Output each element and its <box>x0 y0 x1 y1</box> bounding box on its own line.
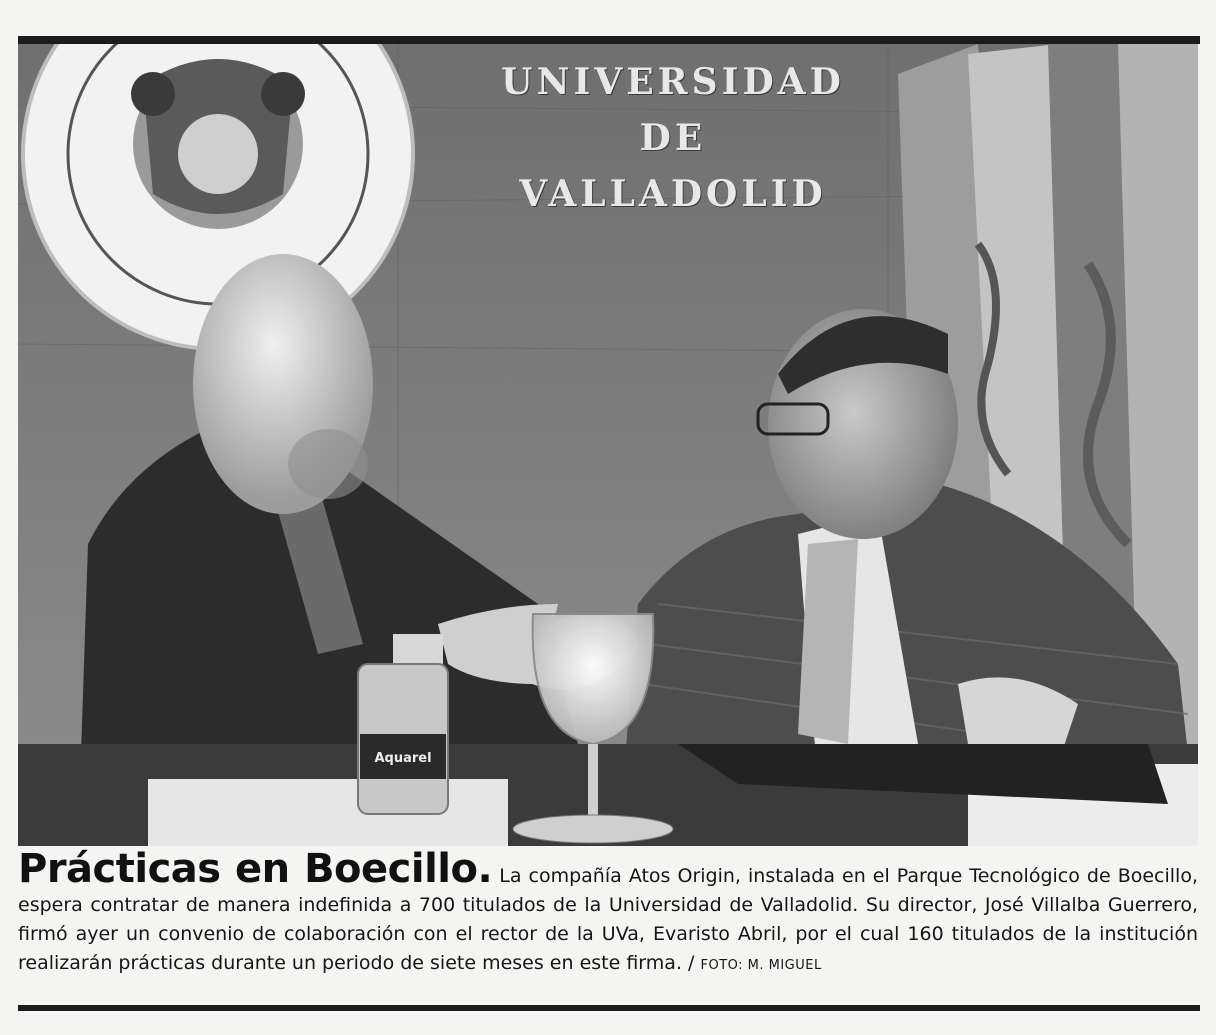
photo-credit: FOTO: M. MIGUEL <box>700 958 822 973</box>
bottom-rule <box>18 1005 1200 1011</box>
wall-sign-line-3: VALLADOLID <box>519 173 827 215</box>
caption-body: La compañía Atos Origin, instalada en el Parque Tecnológico de Boecillo, espera contratar de manera indefinida a 700 titulados de la Universidad de Valladolid. Su director, José Villalba Guerrero, firmó ayer un convenio de colaboración con el rector de la UVa, Evaristo Abril, por el cual 160 titulados de la institución realizarán prácticas durante un periodo de siete meses en este firma. <box>18 865 1199 974</box>
caption-separator: / <box>688 952 695 974</box>
news-photo <box>18 44 1198 846</box>
bottle-label: Aquarel <box>374 751 432 766</box>
wall-sign <box>488 54 858 222</box>
top-rule <box>18 36 1200 44</box>
caption-headline: Prácticas en Boecillo. <box>18 846 493 892</box>
wall-sign-line-2: DE <box>639 117 707 159</box>
wall-sign-line-1: UNIVERSIDAD <box>501 61 845 103</box>
name-card-left <box>148 779 508 846</box>
photo-caption <box>18 846 1199 980</box>
